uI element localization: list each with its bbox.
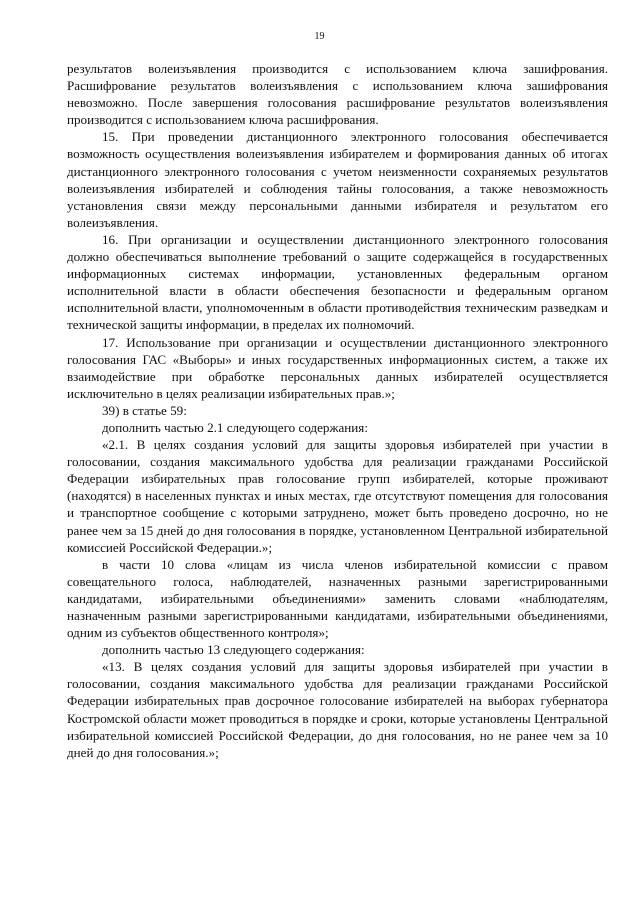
document-body [67, 60, 608, 761]
paragraph-encryption-continuation: результатов волеизъявления производится с использованием ключа зашифрования. Расшифрование результатов волеизъявления с использованием ключа зашифрования невозможно. После завершения голосования расшифрование результатов волеизъявления производится с использованием ключа расшифрования. [67, 61, 608, 128]
paragraph-item-39: 39) в статье 59: [102, 402, 187, 418]
paragraph-item-15: 15. При проведении дистанционного электронного голосования обеспечивается возможность осуществления волеизъявления избирателем и формирования данных об итогах дистанционного электронного голосования с учетом неизменности сохраняемых результатов волеизъявления избирателей и соблюдения тайны голосования, а также невозможность установления связи между персональными данными избирателя и результатом его волеизъявления. [67, 129, 608, 230]
paragraph-add-part-2-1: дополнить частью 2.1 следующего содержания: [102, 419, 368, 435]
paragraph-part-10-amendment: в части 10 слова «лицам из числа членов избирательной комиссии с правом совещательного голоса, наблюдателей, назначенных разными зарегистрированными кандидатами, избирательными объединениями» заменить словами «наблюдателям, назначенным разными зарегистрированными кандидатами, избирательными объединениями, одним из субъектов общественного контроля»; [67, 556, 608, 641]
paragraph-item-16: 16. При организации и осуществлении дистанционного электронного голосования должно обеспечиваться выполнение требований о защите содержащейся в государственных информационных системах информации, установленных федеральным органом исполнительной власти в области обеспечения безопасности и федеральным органом исполнительной власти, уполномоченным в области противодействия техническим разведкам и технической защиты информации, в пределах их полномочий. [67, 231, 608, 333]
paragraph-item-17: 17. Использование при организации и осуществлении дистанционного электронного голосования ГАС «Выборы» и иных государственных информационных систем, а также их взаимодействие при обработке персональных данных избирателей осуществляется исключительно в целях реализации избирательных прав.»; [67, 334, 608, 401]
paragraph-part-13-text: «13. В целях создания условий для защиты здоровья избирателей при участии в голосовании, создания максимального удобства для реализации гражданами Российской Федерации избирательных прав досрочное голосование избирателей на выборах губернатора Костромской области может проводиться в порядке и сроки, которые установлены Центральной избирательной комиссией Российской Федерации, до дня голосования, но не ранее чем за 10 дней до дня голосования.»; [67, 659, 608, 760]
paragraph-part-2-1-text: «2.1. В целях создания условий для защиты здоровья избирателей при участии в голосовании, создания максимального удобства для реализации гражданами Российской Федерации избирательных прав голосование групп избирателей, которые проживают (находятся) в населенных пунктах и иных местах, где отсутствуют помещения для голосования и транспортное сообщение с которыми затруднено, может быть проведено досрочно, но не ранее чем за 15 дней до дня голосования в порядке, установленном Центральной избирательной комиссией Российской Федерации.»; [67, 437, 608, 555]
page-number: 19 [314, 31, 325, 42]
paragraph-add-part-13: дополнить частью 13 следующего содержания: [102, 642, 365, 658]
